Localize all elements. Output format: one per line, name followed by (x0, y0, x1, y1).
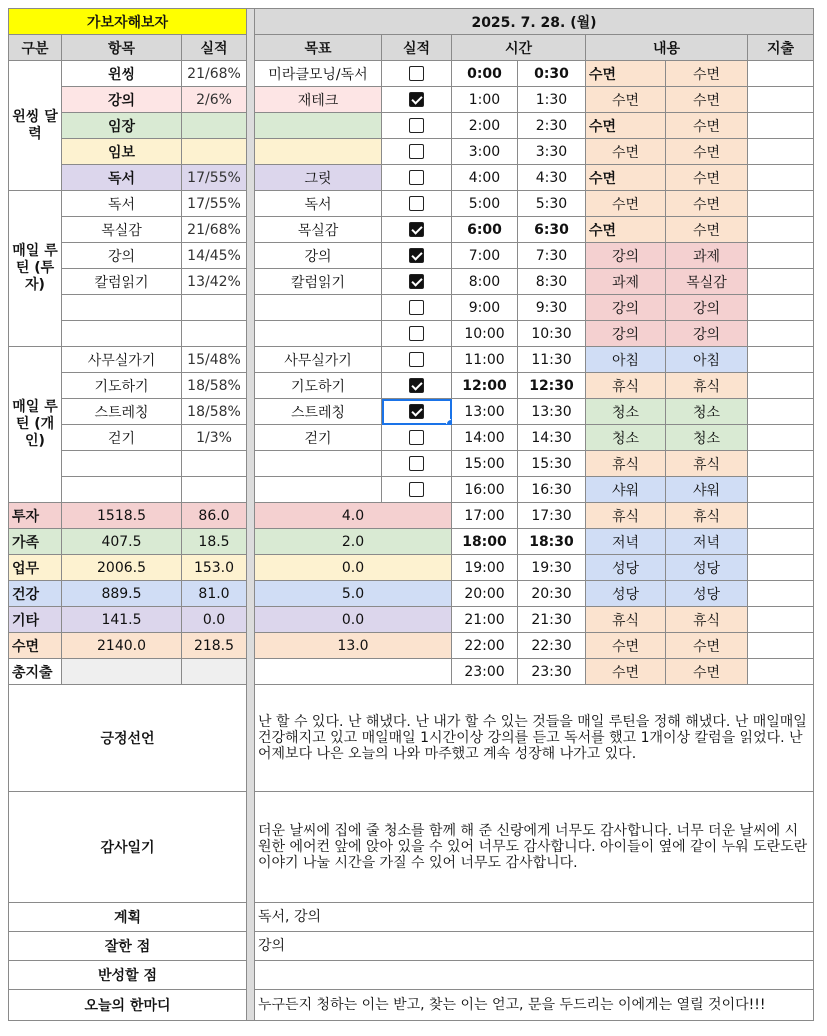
time-end[interactable]: 1:30 (518, 87, 586, 113)
goal-cell[interactable]: 걷기 (255, 425, 382, 451)
summary-row (9, 581, 814, 607)
planner-row (9, 61, 814, 87)
time-start[interactable]: 8:00 (452, 269, 518, 295)
planner-row (9, 191, 814, 217)
time-start[interactable]: 17:00 (452, 503, 518, 529)
planner-row (9, 321, 814, 347)
schedule-activity[interactable]: 수면 (586, 61, 666, 87)
schedule-activity[interactable]: 수면 (586, 659, 666, 685)
planner-row (9, 113, 814, 139)
time-end[interactable]: 6:30 (518, 217, 586, 243)
schedule-activity[interactable]: 강의 (666, 295, 748, 321)
check-cell[interactable] (382, 399, 452, 425)
item-pct[interactable] (182, 295, 247, 321)
check-cell[interactable] (382, 87, 452, 113)
item-pct[interactable]: 18/58% (182, 399, 247, 425)
time-start[interactable]: 10:00 (452, 321, 518, 347)
expense-cell[interactable] (748, 373, 814, 399)
planner-row (9, 217, 814, 243)
time-end[interactable]: 13:30 (518, 399, 586, 425)
summary-actual[interactable]: 153.0 (182, 555, 247, 581)
summary-row (9, 607, 814, 633)
item-cell[interactable]: 걷기 (62, 425, 182, 451)
goal-cell[interactable]: 강의 (255, 243, 382, 269)
planner-row (9, 165, 814, 191)
check-cell[interactable] (382, 139, 452, 165)
schedule-activity[interactable]: 휴식 (666, 451, 748, 477)
summary-actual[interactable]: 18.5 (182, 529, 247, 555)
summary-row (9, 529, 814, 555)
schedule-activity[interactable]: 샤워 (666, 477, 748, 503)
planner-row (9, 269, 814, 295)
time-start[interactable]: 6:00 (452, 217, 518, 243)
checkbox-unchecked[interactable] (409, 456, 424, 471)
schedule-activity[interactable]: 휴식 (586, 503, 666, 529)
checkbox-unchecked[interactable] (409, 66, 424, 81)
expense-cell[interactable] (748, 269, 814, 295)
expense-cell[interactable] (748, 399, 814, 425)
schedule-activity[interactable]: 강의 (666, 321, 748, 347)
time-start[interactable]: 16:00 (452, 477, 518, 503)
checkbox-checked[interactable] (409, 248, 424, 263)
summary-goal[interactable]: 5.0 (255, 581, 452, 607)
fill-handle[interactable] (446, 419, 452, 425)
time-start[interactable]: 18:00 (452, 529, 518, 555)
schedule-activity[interactable]: 휴식 (666, 503, 748, 529)
time-end[interactable]: 22:30 (518, 633, 586, 659)
schedule-activity[interactable]: 휴식 (586, 373, 666, 399)
col-header-goal[interactable]: 목표 (255, 35, 382, 61)
goal-cell[interactable]: 사무실가기 (255, 347, 382, 373)
item-cell[interactable]: 독서 (62, 165, 182, 191)
schedule-activity[interactable]: 성당 (586, 555, 666, 581)
item-pct[interactable]: 2/6% (182, 87, 247, 113)
expense-cell[interactable] (748, 451, 814, 477)
summary-label[interactable]: 총지출 (9, 659, 62, 685)
journal-row (9, 792, 814, 903)
check-cell[interactable] (382, 165, 452, 191)
schedule-activity[interactable]: 청소 (586, 425, 666, 451)
time-end[interactable]: 9:30 (518, 295, 586, 321)
summary-label[interactable]: 수면 (9, 633, 62, 659)
schedule-activity[interactable]: 수면 (586, 139, 666, 165)
summary-label[interactable]: 업무 (9, 555, 62, 581)
schedule-activity[interactable]: 성당 (666, 581, 748, 607)
planner-row (9, 373, 814, 399)
goal-cell[interactable] (255, 139, 382, 165)
time-end[interactable]: 2:30 (518, 113, 586, 139)
col-header-item[interactable]: 항목 (62, 35, 182, 61)
journal-text-word[interactable]: 누구든지 청하는 이는 받고, 찾는 이는 얻고, 문을 두드리는 이에게는 열릴 것이다!!! (255, 990, 814, 1021)
time-end[interactable]: 20:30 (518, 581, 586, 607)
time-end[interactable]: 8:30 (518, 269, 586, 295)
schedule-activity[interactable]: 휴식 (586, 451, 666, 477)
goal-cell[interactable]: 목실감 (255, 217, 382, 243)
expense-cell[interactable] (748, 243, 814, 269)
summary-total[interactable]: 141.5 (62, 607, 182, 633)
expense-cell[interactable] (748, 165, 814, 191)
schedule-activity[interactable]: 수면 (666, 139, 748, 165)
item-cell[interactable]: 임보 (62, 139, 182, 165)
item-pct[interactable] (182, 113, 247, 139)
time-end[interactable]: 19:30 (518, 555, 586, 581)
time-start[interactable]: 14:00 (452, 425, 518, 451)
schedule-activity[interactable]: 저녁 (666, 529, 748, 555)
time-end[interactable]: 15:30 (518, 451, 586, 477)
expense-cell[interactable] (748, 607, 814, 633)
summary-actual[interactable]: 81.0 (182, 581, 247, 607)
item-pct[interactable]: 15/48% (182, 347, 247, 373)
col-header-content[interactable]: 내용 (586, 35, 748, 61)
time-end[interactable]: 10:30 (518, 321, 586, 347)
item-cell[interactable]: 기도하기 (62, 373, 182, 399)
schedule-activity[interactable]: 강의 (586, 321, 666, 347)
planner-row (9, 243, 814, 269)
item-cell[interactable] (62, 477, 182, 503)
time-start[interactable]: 22:00 (452, 633, 518, 659)
planner-row (9, 295, 814, 321)
schedule-activity[interactable]: 성당 (586, 581, 666, 607)
expense-cell[interactable] (748, 191, 814, 217)
schedule-activity[interactable]: 수면 (666, 165, 748, 191)
summary-goal[interactable]: 13.0 (255, 633, 452, 659)
planner-title[interactable]: 가보자해보자 (9, 9, 247, 35)
summary-actual[interactable]: 86.0 (182, 503, 247, 529)
check-cell[interactable] (382, 217, 452, 243)
journal-text-reflect[interactable] (255, 961, 814, 990)
journal-row (9, 990, 814, 1021)
item-cell[interactable]: 칼럼읽기 (62, 269, 182, 295)
schedule-activity[interactable]: 목실감 (666, 269, 748, 295)
checkbox-unchecked[interactable] (409, 482, 424, 497)
expense-cell[interactable] (748, 477, 814, 503)
item-pct[interactable]: 21/68% (182, 61, 247, 87)
goal-cell[interactable]: 재테크 (255, 87, 382, 113)
time-end[interactable]: 7:30 (518, 243, 586, 269)
schedule-activity[interactable]: 청소 (666, 425, 748, 451)
journal-text-gratitude[interactable]: 더운 날씨에 집에 줄 청소를 함께 해 준 신랑에게 너무도 감사합니다. 너무 더운 날씨에 시원한 에어컨 앞에 앉아 있을 수 있어 너무도 감사합니다. 아이들이 옆에 같이 누워 도란도란 이야기 나눌 시간을 가질 수 있어 너무도 감사합니다. (255, 792, 814, 903)
time-end[interactable]: 14:30 (518, 425, 586, 451)
item-pct[interactable]: 17/55% (182, 191, 247, 217)
summary-total[interactable]: 889.5 (62, 581, 182, 607)
schedule-activity[interactable]: 아침 (586, 347, 666, 373)
schedule-activity[interactable]: 수면 (586, 113, 666, 139)
schedule-activity[interactable]: 과제 (586, 269, 666, 295)
item-cell[interactable]: 독서 (62, 191, 182, 217)
checkbox-checked[interactable] (409, 404, 424, 419)
checkbox-unchecked[interactable] (409, 170, 424, 185)
goal-cell[interactable] (255, 295, 382, 321)
group-label[interactable]: 윈씽 달력 (9, 61, 62, 191)
summary-actual[interactable]: 0.0 (182, 607, 247, 633)
goal-cell[interactable]: 스트레칭 (255, 399, 382, 425)
item-pct[interactable]: 13/42% (182, 269, 247, 295)
expense-cell[interactable] (748, 139, 814, 165)
schedule-activity[interactable]: 수면 (666, 633, 748, 659)
planner-row (9, 477, 814, 503)
summary-label[interactable]: 건강 (9, 581, 62, 607)
schedule-activity[interactable]: 강의 (586, 243, 666, 269)
item-cell[interactable]: 윈씽 (62, 61, 182, 87)
col-header-check[interactable]: 실적 (382, 35, 452, 61)
check-cell[interactable] (382, 113, 452, 139)
expense-cell[interactable] (748, 633, 814, 659)
time-start[interactable]: 21:00 (452, 607, 518, 633)
item-pct[interactable]: 1/3% (182, 425, 247, 451)
journal-text-affirmation[interactable]: 난 할 수 있다. 난 해냈다. 난 내가 할 수 있는 것들을 매일 루틴을 정해 해냈다. 난 매일매일 건강해지고 있고 매일매일 1시간이상 강의를 듣고 독서를 했고 1개이상 칼럼을 읽었다. 난 어제보다 나은 오늘의 나와 마주했고 계속 성장해 나가고 있다. (255, 685, 814, 792)
goal-cell[interactable]: 그릿 (255, 165, 382, 191)
time-start[interactable]: 3:00 (452, 139, 518, 165)
time-start[interactable]: 9:00 (452, 295, 518, 321)
expense-cell[interactable] (748, 217, 814, 243)
journal-row (9, 932, 814, 961)
goal-cell[interactable]: 미라클모닝/독서 (255, 61, 382, 87)
expense-cell[interactable] (748, 503, 814, 529)
schedule-activity[interactable]: 수면 (666, 191, 748, 217)
checkbox-unchecked[interactable] (409, 352, 424, 367)
expense-cell[interactable] (748, 87, 814, 113)
checkbox-checked[interactable] (409, 378, 424, 393)
summary-total[interactable] (62, 659, 182, 685)
time-start[interactable]: 15:00 (452, 451, 518, 477)
summary-row (9, 633, 814, 659)
checkbox-unchecked[interactable] (409, 144, 424, 159)
journal-row (9, 961, 814, 990)
journal-label-plan[interactable]: 계획 (9, 903, 247, 932)
planner-row (9, 451, 814, 477)
check-cell[interactable] (382, 425, 452, 451)
schedule-activity[interactable]: 수면 (586, 87, 666, 113)
summary-goal[interactable] (255, 659, 452, 685)
item-cell[interactable]: 스트레칭 (62, 399, 182, 425)
expense-cell[interactable] (748, 659, 814, 685)
item-cell[interactable]: 강의 (62, 243, 182, 269)
schedule-activity[interactable]: 청소 (666, 399, 748, 425)
time-end[interactable]: 11:30 (518, 347, 586, 373)
check-cell[interactable] (382, 477, 452, 503)
item-cell[interactable] (62, 321, 182, 347)
summary-goal[interactable]: 4.0 (255, 503, 452, 529)
schedule-activity[interactable]: 휴식 (586, 607, 666, 633)
schedule-activity[interactable]: 청소 (586, 399, 666, 425)
item-pct[interactable]: 21/68% (182, 217, 247, 243)
schedule-activity[interactable]: 수면 (666, 217, 748, 243)
col-header-expense[interactable]: 지출 (748, 35, 814, 61)
summary-actual[interactable] (182, 659, 247, 685)
check-cell[interactable] (382, 373, 452, 399)
check-cell[interactable] (382, 451, 452, 477)
time-start[interactable]: 20:00 (452, 581, 518, 607)
time-start[interactable]: 0:00 (452, 61, 518, 87)
planner-row (9, 87, 814, 113)
time-end[interactable]: 5:30 (518, 191, 586, 217)
date-header[interactable]: 2025. 7. 28. (월) (255, 9, 814, 35)
journal-row (9, 903, 814, 932)
summary-actual[interactable]: 218.5 (182, 633, 247, 659)
time-start[interactable]: 7:00 (452, 243, 518, 269)
expense-cell[interactable] (748, 347, 814, 373)
check-cell[interactable] (382, 347, 452, 373)
journal-label-reflect[interactable]: 반성할 점 (9, 961, 247, 990)
goal-cell[interactable] (255, 477, 382, 503)
col-header-category[interactable]: 구분 (9, 35, 62, 61)
checkbox-unchecked[interactable] (409, 300, 424, 315)
time-start[interactable]: 13:00 (452, 399, 518, 425)
summary-total[interactable]: 407.5 (62, 529, 182, 555)
time-start[interactable]: 12:00 (452, 373, 518, 399)
check-cell[interactable] (382, 191, 452, 217)
goal-cell[interactable]: 기도하기 (255, 373, 382, 399)
group-label[interactable]: 매일 루틴 (투자) (9, 191, 62, 347)
time-end[interactable]: 16:30 (518, 477, 586, 503)
goal-cell[interactable]: 칼럼읽기 (255, 269, 382, 295)
schedule-activity[interactable]: 수면 (586, 217, 666, 243)
time-start[interactable]: 4:00 (452, 165, 518, 191)
expense-cell[interactable] (748, 529, 814, 555)
time-end[interactable]: 0:30 (518, 61, 586, 87)
expense-cell[interactable] (748, 581, 814, 607)
schedule-activity[interactable]: 과제 (666, 243, 748, 269)
summary-total[interactable]: 2140.0 (62, 633, 182, 659)
schedule-activity[interactable]: 휴식 (666, 373, 748, 399)
summary-row (9, 503, 814, 529)
schedule-activity[interactable]: 아침 (666, 347, 748, 373)
summary-label[interactable]: 투자 (9, 503, 62, 529)
summary-goal[interactable]: 0.0 (255, 607, 452, 633)
time-start[interactable]: 23:00 (452, 659, 518, 685)
expense-cell[interactable] (748, 61, 814, 87)
summary-total[interactable]: 2006.5 (62, 555, 182, 581)
column-separator (247, 9, 255, 1021)
summary-row (9, 555, 814, 581)
item-cell[interactable] (62, 451, 182, 477)
group-label[interactable]: 매일 루틴 (개인) (9, 347, 62, 503)
item-cell[interactable]: 임장 (62, 113, 182, 139)
item-cell[interactable]: 목실감 (62, 217, 182, 243)
item-cell[interactable]: 강의 (62, 87, 182, 113)
item-pct[interactable]: 17/55% (182, 165, 247, 191)
goal-cell[interactable]: 독서 (255, 191, 382, 217)
item-pct[interactable] (182, 477, 247, 503)
checkbox-unchecked[interactable] (409, 326, 424, 341)
schedule-activity[interactable]: 수면 (666, 659, 748, 685)
journal-text-plan[interactable]: 독서, 강의 (255, 903, 814, 932)
planner-row (9, 139, 814, 165)
schedule-activity[interactable]: 강의 (586, 295, 666, 321)
time-end[interactable]: 12:30 (518, 373, 586, 399)
schedule-activity[interactable]: 수면 (586, 165, 666, 191)
check-cell[interactable] (382, 243, 452, 269)
expense-cell[interactable] (748, 321, 814, 347)
expense-cell[interactable] (748, 113, 814, 139)
check-cell[interactable] (382, 321, 452, 347)
summary-total[interactable]: 1518.5 (62, 503, 182, 529)
time-end[interactable]: 3:30 (518, 139, 586, 165)
expense-cell[interactable] (748, 555, 814, 581)
schedule-activity[interactable]: 수면 (666, 113, 748, 139)
journal-label-gratitude[interactable]: 감사일기 (9, 792, 247, 903)
planner-row (9, 399, 814, 425)
journal-text-good[interactable]: 강의 (255, 932, 814, 961)
goal-cell[interactable] (255, 451, 382, 477)
item-cell[interactable]: 사무실가기 (62, 347, 182, 373)
schedule-activity[interactable]: 수면 (586, 633, 666, 659)
journal-row (9, 685, 814, 792)
time-start[interactable]: 19:00 (452, 555, 518, 581)
time-end[interactable]: 21:30 (518, 607, 586, 633)
checkbox-unchecked[interactable] (409, 196, 424, 211)
time-end[interactable]: 18:30 (518, 529, 586, 555)
time-start[interactable]: 5:00 (452, 191, 518, 217)
checkbox-unchecked[interactable] (409, 118, 424, 133)
schedule-activity[interactable]: 샤워 (586, 477, 666, 503)
item-pct[interactable] (182, 139, 247, 165)
summary-goal[interactable]: 0.0 (255, 555, 452, 581)
planner-row (9, 347, 814, 373)
schedule-activity[interactable]: 수면 (666, 87, 748, 113)
check-cell[interactable] (382, 61, 452, 87)
schedule-activity[interactable]: 저녁 (586, 529, 666, 555)
time-end[interactable]: 17:30 (518, 503, 586, 529)
journal-label-affirmation[interactable]: 긍정선언 (9, 685, 247, 792)
summary-goal[interactable]: 2.0 (255, 529, 452, 555)
time-start[interactable]: 2:00 (452, 113, 518, 139)
journal-label-word[interactable]: 오늘의 한마디 (9, 990, 247, 1021)
col-header-actual[interactable]: 실적 (182, 35, 247, 61)
summary-label[interactable]: 기타 (9, 607, 62, 633)
check-cell[interactable] (382, 269, 452, 295)
time-start[interactable]: 11:00 (452, 347, 518, 373)
goal-cell[interactable] (255, 113, 382, 139)
item-cell[interactable] (62, 295, 182, 321)
check-cell[interactable] (382, 295, 452, 321)
checkbox-checked[interactable] (409, 92, 424, 107)
time-end[interactable]: 23:30 (518, 659, 586, 685)
expense-cell[interactable] (748, 425, 814, 451)
item-pct[interactable]: 18/58% (182, 373, 247, 399)
planner-sheet (8, 8, 814, 1021)
time-start[interactable]: 1:00 (452, 87, 518, 113)
schedule-activity[interactable]: 휴식 (666, 607, 748, 633)
goal-cell[interactable] (255, 321, 382, 347)
item-pct[interactable] (182, 451, 247, 477)
checkbox-checked[interactable] (409, 274, 424, 289)
summary-row (9, 659, 814, 685)
schedule-activity[interactable]: 수면 (666, 61, 748, 87)
time-end[interactable]: 4:30 (518, 165, 586, 191)
journal-label-good[interactable]: 잘한 점 (9, 932, 247, 961)
item-pct[interactable]: 14/45% (182, 243, 247, 269)
checkbox-checked[interactable] (409, 222, 424, 237)
col-header-time[interactable]: 시간 (452, 35, 586, 61)
schedule-activity[interactable]: 수면 (586, 191, 666, 217)
schedule-activity[interactable]: 성당 (666, 555, 748, 581)
expense-cell[interactable] (748, 295, 814, 321)
summary-label[interactable]: 가족 (9, 529, 62, 555)
planner-row (9, 425, 814, 451)
checkbox-unchecked[interactable] (409, 430, 424, 445)
item-pct[interactable] (182, 321, 247, 347)
